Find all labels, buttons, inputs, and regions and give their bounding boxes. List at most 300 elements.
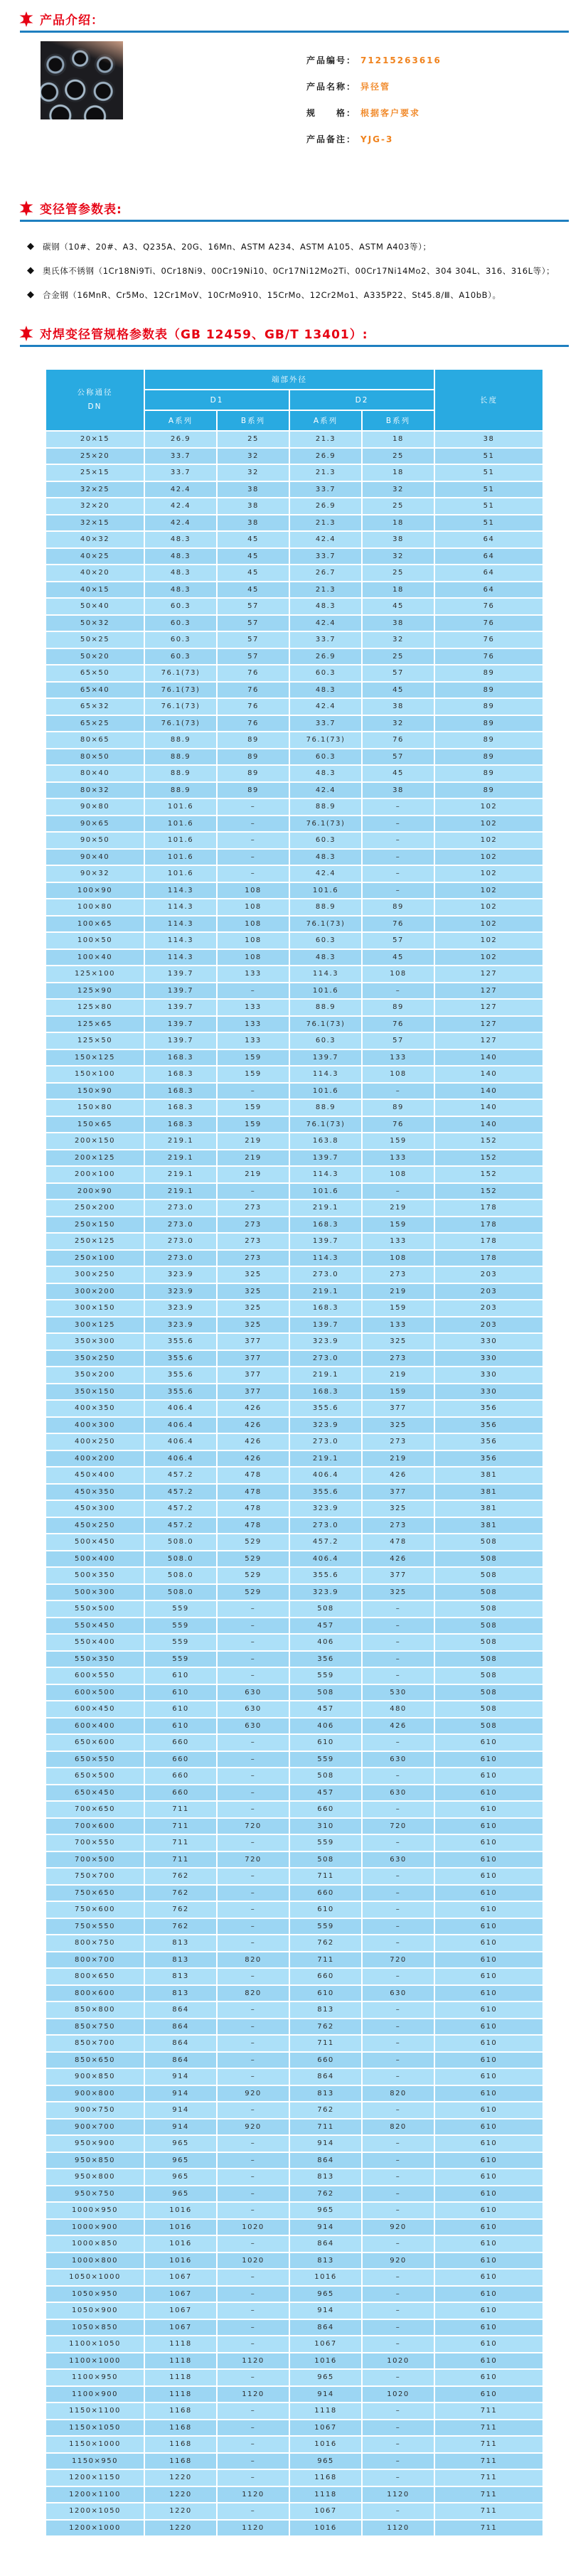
diamond-bullet-icon: ◆ — [27, 289, 34, 300]
table-cell: 610 — [434, 2035, 543, 2052]
table-cell: – — [217, 1868, 289, 1885]
table-cell: 89 — [434, 749, 543, 766]
table-cell: 508 — [434, 1584, 543, 1601]
table-cell: 273 — [362, 1433, 434, 1450]
table-cell: 108 — [362, 1166, 434, 1183]
table-row — [46, 966, 543, 983]
table-cell: 33.7 — [144, 464, 217, 481]
table-cell: – — [217, 1734, 289, 1751]
table-cell: 102 — [434, 916, 543, 933]
table-cell: 813 — [289, 2085, 362, 2102]
table-cell: 80×32 — [46, 782, 144, 799]
table-cell: 108 — [362, 1250, 434, 1267]
table-cell: 76.1(73) — [144, 715, 217, 732]
table-cell: 76 — [362, 1016, 434, 1033]
table-cell: 426 — [362, 1718, 434, 1735]
table-cell: 57 — [362, 749, 434, 766]
table-cell: 50×32 — [46, 615, 144, 632]
table-cell: 900×850 — [46, 2068, 144, 2085]
table-cell: 139.7 — [289, 1317, 362, 1334]
table-cell: 33.7 — [289, 715, 362, 732]
table-cell: 508 — [289, 1768, 362, 1785]
table-cell: 508 — [289, 1684, 362, 1701]
table-cell: 76 — [434, 631, 543, 648]
table-cell: 1120 — [217, 2520, 289, 2537]
table-row — [46, 1952, 543, 1969]
table-cell: – — [217, 1183, 289, 1200]
table-cell: 88.9 — [289, 1099, 362, 1116]
table-cell: 26.9 — [289, 498, 362, 515]
table-cell: 150×100 — [46, 1066, 144, 1083]
field-label: 产品备注： — [306, 134, 357, 144]
table-cell: 850×700 — [46, 2035, 144, 2052]
table-cell: 89 — [434, 665, 543, 682]
table-cell: 1120 — [217, 2353, 289, 2370]
table-cell: 610 — [434, 1818, 543, 1835]
table-cell: 356 — [434, 1433, 543, 1450]
table-row — [46, 749, 543, 766]
table-cell: 57 — [217, 598, 289, 615]
table-cell: 406.4 — [144, 1417, 217, 1434]
table-cell: 80×50 — [46, 749, 144, 766]
table-cell: – — [362, 2002, 434, 2019]
table-row — [46, 832, 543, 849]
table-cell: 89 — [362, 1099, 434, 1116]
bullet-stainless-steel — [27, 260, 567, 282]
table-cell: 273.0 — [289, 1433, 362, 1450]
table-cell: 140 — [434, 1099, 543, 1116]
table-cell: – — [362, 2336, 434, 2353]
table-cell: 76 — [434, 615, 543, 632]
table-cell: 57 — [362, 665, 434, 682]
table-cell: – — [217, 983, 289, 1000]
table-cell: 711 — [144, 1851, 217, 1869]
table-cell: 48.3 — [144, 565, 217, 582]
table-cell: 406.4 — [289, 1467, 362, 1484]
table-cell: 42.4 — [289, 531, 362, 548]
table-cell: 813 — [144, 1952, 217, 1969]
table-cell: 864 — [289, 2152, 362, 2169]
table-cell: 559 — [144, 1600, 217, 1618]
table-cell: – — [217, 1751, 289, 1768]
table-cell: 1020 — [217, 2252, 289, 2270]
table-cell: 139.7 — [144, 966, 217, 983]
table-row — [46, 1333, 543, 1350]
table-cell: – — [362, 798, 434, 816]
table-cell: – — [362, 2302, 434, 2319]
table-row — [46, 1885, 543, 1902]
table-cell: 273.0 — [289, 1350, 362, 1367]
table-cell: 426 — [217, 1450, 289, 1468]
table-row — [46, 1718, 543, 1735]
table-cell: 89 — [434, 715, 543, 732]
table-cell: 381 — [434, 1517, 543, 1534]
header-d2-series-b: B系列 — [362, 410, 434, 431]
table-cell: 140 — [434, 1083, 543, 1100]
table-cell: 88.9 — [144, 765, 217, 782]
table-row — [46, 1166, 543, 1183]
product-fields — [306, 41, 442, 158]
table-cell: 850×800 — [46, 2002, 144, 2019]
table-cell: 355.6 — [289, 1567, 362, 1584]
table-cell: 133 — [217, 966, 289, 983]
table-row — [46, 481, 543, 498]
table-cell: 1220 — [144, 2503, 217, 2520]
table-cell: 820 — [362, 2085, 434, 2102]
table-row — [46, 899, 543, 916]
table-cell: 630 — [217, 1718, 289, 1735]
table-cell: 26.9 — [289, 448, 362, 465]
table-cell: 51 — [434, 515, 543, 532]
star-icon — [18, 11, 34, 27]
table-cell: 42.4 — [289, 615, 362, 632]
table-cell: 1200×1150 — [46, 2469, 144, 2486]
table-cell: 101.6 — [289, 983, 362, 1000]
table-cell: 60.3 — [144, 631, 217, 648]
table-row — [46, 2403, 543, 2420]
field-label: 产品编号： — [306, 55, 357, 65]
table-cell: 101.6 — [144, 865, 217, 882]
table-cell: 965 — [144, 2152, 217, 2169]
table-cell: 900×800 — [46, 2085, 144, 2102]
table-cell: 38 — [217, 481, 289, 498]
table-cell: 550×450 — [46, 1618, 144, 1635]
table-cell: 550×500 — [46, 1600, 144, 1618]
table-cell: 159 — [217, 1066, 289, 1083]
table-cell: 965 — [289, 2369, 362, 2386]
table-cell: 108 — [217, 882, 289, 899]
table-cell: – — [217, 865, 289, 882]
table-cell: 610 — [289, 1734, 362, 1751]
table-cell: – — [217, 1651, 289, 1668]
table-row — [46, 598, 543, 615]
table-cell: 508 — [434, 1651, 543, 1668]
table-cell: 426 — [362, 1467, 434, 1484]
table-cell: 457.2 — [289, 1534, 362, 1551]
table-row — [46, 565, 543, 582]
table-cell: 1120 — [217, 2386, 289, 2403]
table-cell: 530 — [362, 1684, 434, 1701]
table-cell: 1118 — [144, 2386, 217, 2403]
table-cell: 610 — [434, 2052, 543, 2069]
table-cell: 700×550 — [46, 1834, 144, 1851]
table-cell: 25 — [362, 565, 434, 582]
table-cell: 914 — [289, 2219, 362, 2236]
table-cell: 762 — [144, 1885, 217, 1902]
table-cell: 219.1 — [144, 1166, 217, 1183]
table-cell: 1016 — [289, 2269, 362, 2286]
table-cell: – — [362, 849, 434, 866]
table-cell: 700×600 — [46, 1818, 144, 1835]
table-row — [46, 916, 543, 933]
table-cell: 610 — [289, 1901, 362, 1918]
table-cell: 1016 — [144, 2235, 217, 2252]
table-cell: – — [362, 2019, 434, 2036]
table-cell: 51 — [434, 481, 543, 498]
table-row — [46, 1618, 543, 1635]
table-cell: 323.9 — [144, 1317, 217, 1334]
spec-table-title: 对焊变径管规格参数表（GB 12459、GB/T 13401）: — [40, 328, 368, 342]
table-cell: – — [217, 2469, 289, 2486]
table-cell: 711 — [434, 2520, 543, 2537]
table-cell: 101.6 — [144, 816, 217, 833]
table-cell: 508 — [434, 1551, 543, 1568]
table-cell: 610 — [434, 2302, 543, 2319]
table-cell: 76 — [362, 732, 434, 749]
table-cell: 250×150 — [46, 1217, 144, 1234]
table-cell: 48.3 — [144, 531, 217, 548]
table-cell: 610 — [434, 2169, 543, 2186]
table-cell: 711 — [289, 2119, 362, 2136]
table-cell: 102 — [434, 798, 543, 816]
table-cell: 610 — [434, 2152, 543, 2169]
table-cell: – — [362, 1868, 434, 1885]
table-cell: 21.3 — [289, 464, 362, 481]
table-cell: 600×450 — [46, 1701, 144, 1718]
table-cell: 26.7 — [289, 565, 362, 582]
table-row — [46, 1818, 543, 1835]
table-cell: 965 — [144, 2135, 217, 2152]
table-cell: 720 — [362, 1952, 434, 1969]
table-cell: 1220 — [144, 2520, 217, 2537]
table-cell: 33.7 — [289, 481, 362, 498]
table-cell: 508 — [434, 1618, 543, 1635]
table-cell: 350×200 — [46, 1367, 144, 1384]
spec-table-body — [46, 431, 543, 2536]
table-cell: 18 — [362, 431, 434, 448]
table-cell: – — [362, 1901, 434, 1918]
table-cell: 950×750 — [46, 2186, 144, 2203]
table-cell: 127 — [434, 983, 543, 1000]
table-cell: 508.0 — [144, 1567, 217, 1584]
table-cell: – — [217, 2035, 289, 2052]
table-cell: 529 — [217, 1567, 289, 1584]
table-cell: 18 — [362, 464, 434, 481]
table-row — [46, 2269, 543, 2286]
table-cell: 219 — [362, 1199, 434, 1217]
table-cell: 610 — [144, 1667, 217, 1684]
table-cell: 381 — [434, 1484, 543, 1501]
table-cell: 76.1(73) — [144, 665, 217, 682]
intro-content — [41, 41, 588, 158]
table-cell: 32×25 — [46, 481, 144, 498]
table-row — [46, 1283, 543, 1300]
table-cell: 150×125 — [46, 1049, 144, 1067]
table-cell: 559 — [144, 1618, 217, 1635]
table-cell: 178 — [434, 1233, 543, 1250]
table-row — [46, 2235, 543, 2252]
table-cell: 950×800 — [46, 2169, 144, 2186]
table-row — [46, 732, 543, 749]
table-cell: 426 — [217, 1433, 289, 1450]
table-cell: – — [362, 2235, 434, 2252]
table-cell: 200×125 — [46, 1150, 144, 1167]
table-cell: 711 — [289, 1868, 362, 1885]
table-cell: 1200×1000 — [46, 2520, 144, 2537]
table-cell: 60.3 — [289, 932, 362, 949]
table-cell: – — [362, 2152, 434, 2169]
table-cell: 152 — [434, 1166, 543, 1183]
header-d1: D1 — [144, 390, 289, 410]
table-cell: 50×20 — [46, 648, 144, 666]
table-cell: 610 — [434, 2119, 543, 2136]
table-row — [46, 1734, 543, 1751]
table-cell: 203 — [434, 1283, 543, 1300]
table-cell: 350×300 — [46, 1333, 144, 1350]
star-icon — [18, 201, 34, 216]
table-cell: – — [217, 2052, 289, 2069]
table-cell: – — [362, 1801, 434, 1818]
field-label: 规 格： — [306, 108, 357, 118]
table-cell: 273.0 — [144, 1199, 217, 1217]
table-cell: 325 — [217, 1300, 289, 1317]
table-cell: – — [217, 2403, 289, 2420]
table-cell: 108 — [217, 949, 289, 966]
table-cell: 630 — [217, 1701, 289, 1718]
table-cell: 219 — [217, 1133, 289, 1150]
table-cell: 508 — [434, 1600, 543, 1618]
table-cell: – — [362, 2420, 434, 2437]
table-cell: 1150×1050 — [46, 2420, 144, 2437]
table-cell: 355.6 — [144, 1367, 217, 1384]
table-cell: 51 — [434, 448, 543, 465]
table-cell: 219.1 — [144, 1150, 217, 1167]
table-cell: 1168 — [289, 2469, 362, 2486]
table-cell: 660 — [144, 1734, 217, 1751]
table-cell: 508 — [434, 1534, 543, 1551]
table-cell: 89 — [217, 749, 289, 766]
product-page — [0, 10, 588, 2537]
table-cell: 1016 — [144, 2202, 217, 2219]
table-cell: 559 — [144, 1651, 217, 1668]
table-cell: 42.4 — [289, 782, 362, 799]
table-cell: 1020 — [362, 2353, 434, 2370]
table-cell: 1016 — [289, 2353, 362, 2370]
table-cell: 60.3 — [144, 598, 217, 615]
table-cell: 80×40 — [46, 765, 144, 782]
table-cell: 864 — [144, 2019, 217, 2036]
table-row — [46, 1016, 543, 1033]
table-cell: 350×150 — [46, 1384, 144, 1401]
table-cell: 42.4 — [289, 698, 362, 715]
table-cell: 800×650 — [46, 1968, 144, 1985]
table-cell: 127 — [434, 999, 543, 1016]
table-cell: 325 — [362, 1333, 434, 1350]
table-row — [46, 949, 543, 966]
table-cell: 820 — [362, 2119, 434, 2136]
table-cell: 159 — [362, 1217, 434, 1234]
table-cell: 965 — [144, 2186, 217, 2203]
table-cell: 711 — [144, 1818, 217, 1835]
table-cell: 273 — [217, 1233, 289, 1250]
table-cell: 45 — [217, 582, 289, 599]
table-cell: – — [362, 2035, 434, 2052]
table-cell: 630 — [362, 1751, 434, 1768]
table-cell: 914 — [289, 2386, 362, 2403]
table-cell: 914 — [289, 2135, 362, 2152]
table-cell: 610 — [434, 2269, 543, 2286]
table-cell: 1020 — [217, 2219, 289, 2236]
table-row — [46, 464, 543, 481]
table-cell: 40×15 — [46, 582, 144, 599]
table-row — [46, 1116, 543, 1133]
table-row — [46, 983, 543, 1000]
table-cell: 660 — [289, 1968, 362, 1985]
table-cell: 720 — [217, 1851, 289, 1869]
table-row — [46, 816, 543, 833]
table-cell: 508 — [434, 1684, 543, 1701]
table-cell: 168.3 — [144, 1099, 217, 1116]
table-cell: 323.9 — [289, 1500, 362, 1517]
table-cell: – — [217, 1918, 289, 1935]
table-cell: 101.6 — [289, 882, 362, 899]
table-cell: 330 — [434, 1350, 543, 1367]
table-cell: 323.9 — [144, 1283, 217, 1300]
table-cell: 18 — [362, 582, 434, 599]
table-cell: 65×25 — [46, 715, 144, 732]
table-cell: 76.1(73) — [289, 1116, 362, 1133]
table-cell: 76.1(73) — [289, 732, 362, 749]
table-cell: 89 — [434, 765, 543, 782]
table-cell: 89 — [217, 765, 289, 782]
table-row — [46, 782, 543, 799]
table-cell: 1067 — [289, 2503, 362, 2520]
table-row — [46, 1484, 543, 1501]
table-cell: 168.3 — [289, 1300, 362, 1317]
table-cell: 900×750 — [46, 2102, 144, 2119]
table-cell: 457 — [289, 1701, 362, 1718]
table-cell: 89 — [362, 899, 434, 916]
table-row — [46, 615, 543, 632]
table-cell: 480 — [362, 1701, 434, 1718]
table-row — [46, 2336, 543, 2353]
table-cell: 457 — [289, 1785, 362, 1802]
table-cell: 800×700 — [46, 1952, 144, 1969]
table-row — [46, 2369, 543, 2386]
table-row — [46, 2469, 543, 2486]
table-cell: 610 — [434, 1901, 543, 1918]
table-row — [46, 1834, 543, 1851]
table-cell: 1118 — [289, 2486, 362, 2503]
table-cell: – — [217, 1885, 289, 1902]
table-cell: 1100×900 — [46, 2386, 144, 2403]
table-row — [46, 698, 543, 715]
table-cell: 203 — [434, 1317, 543, 1334]
table-cell: – — [217, 2369, 289, 2386]
table-cell: 377 — [362, 1567, 434, 1584]
table-cell: 813 — [144, 1968, 217, 1985]
table-cell: 508 — [289, 1600, 362, 1618]
table-cell: 20×15 — [46, 431, 144, 448]
table-cell: 323.9 — [289, 1333, 362, 1350]
table-cell: 90×80 — [46, 798, 144, 816]
table-cell: 1220 — [144, 2469, 217, 2486]
table-cell: 45 — [362, 598, 434, 615]
table-cell: 101.6 — [289, 1083, 362, 1100]
table-row — [46, 1133, 543, 1150]
table-cell: – — [362, 865, 434, 882]
table-cell: 1118 — [144, 2369, 217, 2386]
table-cell: 914 — [144, 2102, 217, 2119]
table-cell: 273 — [217, 1217, 289, 1234]
table-cell: 33.7 — [289, 631, 362, 648]
table-cell: 101.6 — [144, 798, 217, 816]
table-cell: – — [362, 2169, 434, 2186]
material-bullets — [27, 236, 567, 306]
table-cell: 610 — [434, 1734, 543, 1751]
table-cell: 152 — [434, 1183, 543, 1200]
table-cell: 168.3 — [144, 1066, 217, 1083]
